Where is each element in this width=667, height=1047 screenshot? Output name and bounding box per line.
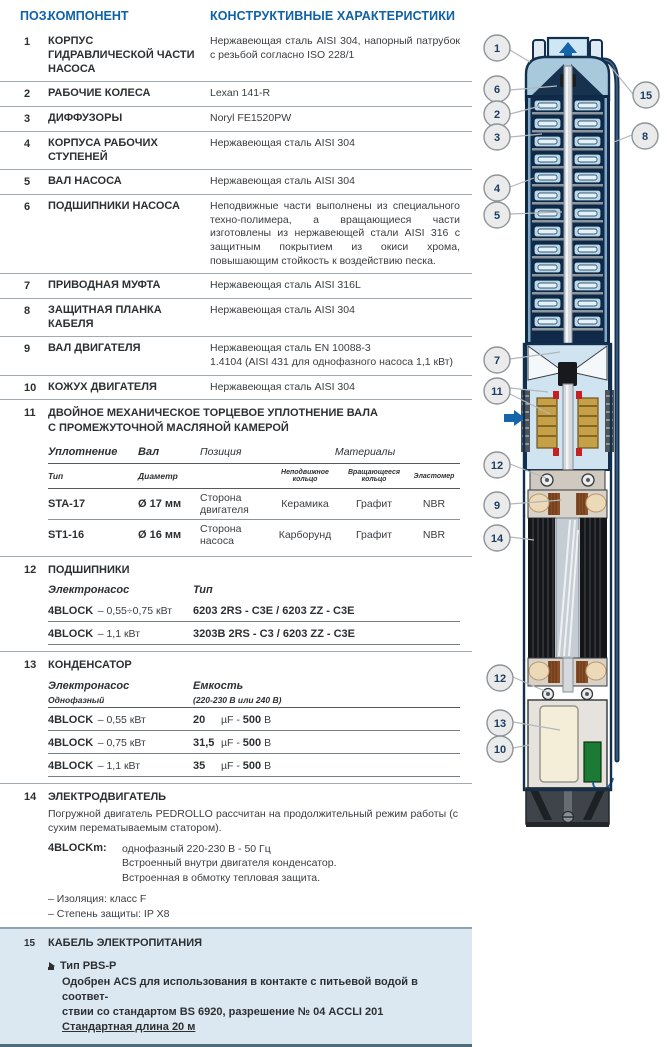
callout-12b: [487, 665, 513, 691]
callout-12: [484, 452, 510, 478]
svg-text:14: 14: [490, 533, 504, 545]
pump-model: 4BLOCK – 0,55 кВт: [48, 713, 146, 726]
component-desc: Noryl FE1520PW: [210, 112, 292, 124]
col-singlephase: Однофазный: [48, 694, 105, 705]
callout-8: [632, 123, 658, 149]
header-pos: ПОЗ.: [20, 9, 51, 23]
section-motor-body: [48, 790, 460, 922]
motor-housing: [528, 700, 613, 790]
motor-model-lines: [122, 842, 460, 885]
section-title: ДВОЙНОЕ МЕХАНИЧЕСКОЕ ТОРЦЕВОЕ УПЛОТНЕНИЕ ВАЛА: [48, 407, 378, 420]
pump-model: 4BLOCK – 0,75 кВт: [48, 736, 146, 749]
row-pos: 5: [24, 176, 31, 189]
component-desc: Нержавеющая сталь AISI 304, напорный патрубок с резьбой согласно ISO 228/1: [210, 35, 460, 61]
pump-model: 4BLOCK – 1,1 кВт: [48, 759, 141, 772]
bearings-row: [48, 622, 460, 645]
component-name: ПРИВОДНАЯ МУФТА: [48, 279, 161, 292]
svg-text:7: 7: [493, 355, 501, 367]
col-materials: Материалы: [334, 446, 396, 459]
model-line: Встроенный внутри двигателя конденсатор.: [122, 857, 337, 870]
component-name: РАБОЧИЕ КОЛЕСА: [48, 87, 151, 100]
seal-data-row: [48, 489, 460, 520]
table-row: [0, 132, 472, 171]
motor-model-block: [48, 842, 460, 885]
svg-text:15: 15: [639, 90, 653, 102]
model-line: однофазный 220-230 В - 50 Гц: [122, 843, 271, 856]
desc-line1: Нержавеющая сталь EN 10088-3: [210, 342, 371, 355]
col-position: Позиция: [200, 446, 242, 459]
section-capacitor-body: [48, 658, 460, 776]
component-desc: Нержавеющая сталь AISI 304: [210, 175, 355, 188]
svg-text:3: 3: [493, 132, 501, 144]
row-pos: 1: [24, 36, 31, 48]
callout-1: [484, 35, 510, 61]
bearing-type: 3203B 2RS - C3 / 6203 ZZ - C3E: [193, 628, 356, 641]
capacitor-row: [48, 708, 460, 731]
cable-type: Тип PBS-P: [60, 959, 117, 972]
seal-elastomer: NBR: [422, 529, 446, 542]
section-cable-body: [48, 937, 460, 1034]
svg-text:2: 2: [493, 109, 501, 121]
row-pos: 6: [24, 201, 31, 213]
arrow-bullet-icon: [48, 957, 55, 975]
capacitor: [540, 706, 578, 782]
component-name: ПОДШИПНИКИ НАСОСА: [48, 200, 180, 212]
callout-4: [484, 175, 510, 201]
seal-position: Сторона насоса: [200, 523, 242, 548]
model-line: Встроенная в обмотку тепловая защита.: [122, 871, 321, 884]
col-pump: Электронасос: [48, 679, 130, 692]
section-title-line2: С ПРОМЕЖУТОЧНОЙ МАСЛЯНОЙ КАМЕРОЙ: [48, 421, 289, 434]
capacitor-header: [48, 680, 460, 695]
svg-text:1: 1: [493, 43, 501, 55]
seal-type: STA-17: [48, 498, 86, 511]
component-name: ВАЛ НАСОСА: [48, 175, 122, 188]
section-title: ЭЛЕКТРОДВИГАТЕЛЬ: [48, 790, 167, 803]
header-component: КОМПОНЕНТ: [48, 9, 129, 23]
drive-coupling: [558, 362, 577, 386]
upper-bearing: [530, 470, 605, 490]
component-name: КОЖУХ ДВИГАТЕЛЯ: [48, 380, 157, 393]
seal-diameter: Ø 16 мм: [138, 529, 182, 542]
section-title: ПОДШИПНИКИ: [48, 564, 130, 577]
section-bearings: [0, 557, 472, 652]
section-motor: [0, 784, 472, 928]
row-pos: 8: [24, 304, 31, 317]
table-header: [0, 0, 472, 30]
svg-text:12: 12: [493, 673, 507, 685]
svg-text:5: 5: [493, 210, 501, 222]
component-desc: Неподвижные части выполнены из специального техно-полимера, а вращающиеся части изготовлены из нержавеющей стали AISI 316 с защитным покрытием из окиси хрома, повышающим стойкость к воздействию песка.: [210, 200, 460, 267]
col-fixed-ring: Неподвижное кольцо: [281, 469, 329, 484]
upper-end-windings: [528, 490, 607, 518]
thermal-protector: [584, 742, 601, 782]
motor-notes: [48, 892, 460, 921]
pump-cutaway-diagram: [460, 0, 667, 866]
pump-model: 4BLOCK – 1,1 кВт: [48, 628, 141, 641]
capacitor-row: [48, 731, 460, 754]
component-desc: [210, 342, 460, 369]
seal-diameter: Ø 17 мм: [138, 498, 182, 511]
capacitor-row: [48, 754, 460, 777]
component-name: ДИФФУЗОРЫ: [48, 112, 123, 124]
motor-model-label: 4BLOCKm:: [48, 842, 107, 855]
callout-15: [633, 82, 659, 108]
callout-9: [484, 492, 510, 518]
callout-11: [484, 378, 510, 404]
callout-14: [484, 525, 510, 551]
row-pos: 14: [24, 790, 37, 803]
cable-length: Стандартная длина 20 м: [62, 1020, 196, 1033]
callout-6: [484, 76, 510, 102]
seal-elastomer: NBR: [422, 498, 446, 511]
seal-fixed: Керамика: [281, 498, 329, 511]
seal-rotating: Графит: [355, 529, 393, 542]
svg-text:6: 6: [493, 84, 501, 96]
component-desc: Нержавеющая сталь AISI 316L: [210, 279, 361, 292]
capacity-value: 31,5 µF - 500 В: [193, 736, 272, 749]
component-name: ВАЛ ДВИГАТЕЛЯ: [48, 342, 141, 355]
section-seal-body: [48, 406, 460, 550]
table-row: [0, 107, 472, 132]
section-title: КАБЕЛЬ ЭЛЕКТРОПИТАНИЯ: [48, 937, 203, 950]
table-row: [0, 274, 472, 299]
callout-2: [484, 101, 510, 127]
table-row: [0, 299, 472, 338]
seal-data-row: [48, 520, 460, 550]
cable-approval-line2: ствии со стандартом BS 6920, разрешение № 04 ACCLI 201: [62, 1005, 384, 1018]
pump-shaft: [564, 66, 572, 366]
header-characteristics: КОНСТРУКТИВНЫЕ ХАРАКТЕРИСТИКИ: [210, 9, 456, 23]
seal-header-row: [48, 443, 460, 464]
cable-type-line: [48, 957, 460, 975]
callout-7: [484, 347, 510, 373]
callout-5: [484, 202, 510, 228]
row-pos: 9: [24, 343, 31, 356]
row-pos: 12: [24, 564, 37, 577]
cable-approval-line1: Одобрен ACS для использования в контакте с питьевой водой в соответ-: [62, 976, 418, 1004]
section-bearings-body: [48, 563, 460, 645]
seal-table: [48, 443, 460, 550]
table-row: [0, 82, 472, 107]
svg-text:9: 9: [493, 500, 501, 512]
callout-3: [484, 124, 510, 150]
capacitor-subheader: [48, 695, 460, 708]
svg-text:10: 10: [493, 744, 507, 756]
component-desc: Нержавеющая сталь AISI 304: [210, 303, 355, 316]
seal-rotating: Графит: [355, 498, 393, 511]
row-pos: 4: [24, 137, 31, 150]
col-pump: Электронасос: [48, 584, 130, 597]
row-pos: 3: [24, 113, 31, 125]
note-protection: – Степень защиты: IP X8: [48, 907, 170, 920]
capacity-value: 35 µF - 500 В: [193, 759, 272, 772]
section-seal: [0, 400, 472, 557]
svg-text:11: 11: [491, 386, 503, 398]
seal-subheader-row: [48, 464, 460, 489]
pump-model: 4BLOCK – 0,55÷0,75 кВт: [48, 605, 173, 618]
bearings-row: [48, 599, 460, 622]
col-seal: Уплотнение: [48, 446, 118, 459]
table-row: [0, 195, 472, 274]
seal-fixed: Карборунд: [278, 529, 332, 542]
note-insulation: – Изоляция: класс F: [48, 892, 147, 905]
row-pos: 13: [24, 659, 37, 672]
component-name: КОРПУСА РАБОЧИХ СТУПЕНЕЙ: [48, 136, 158, 163]
row-pos: 2: [24, 88, 31, 101]
col-elastomer: Эластомер: [413, 472, 455, 480]
component-desc: Нержавеющая сталь AISI 304: [210, 136, 355, 149]
section-title: КОНДЕНСАТОР: [48, 659, 132, 672]
bearings-table: [48, 584, 460, 645]
seal-position: Сторона двигателя: [200, 492, 249, 517]
col-empty: [200, 473, 272, 479]
motor-rotor: [556, 518, 579, 658]
col-rotating-ring: Вращающееся кольцо: [348, 469, 400, 484]
col-type: Тип: [48, 471, 64, 482]
seal-type: ST1-16: [48, 529, 85, 542]
motor-description: Погружной двигатель PEDROLLO рассчитан на продолжительный режим работы (с сухим перематываемым статором).: [48, 807, 458, 835]
col-type: Тип: [193, 584, 213, 597]
svg-text:8: 8: [641, 131, 649, 143]
callout-13: [487, 710, 513, 736]
row-pos: 10: [24, 381, 37, 394]
row-pos: 11: [24, 407, 36, 420]
lower-end-windings: [528, 658, 607, 692]
bearing-type: 6203 2RS - C3E / 6203 ZZ - C3E: [193, 605, 355, 618]
component-desc: Нержавеющая сталь AISI 304: [210, 380, 355, 393]
svg-text:13: 13: [493, 718, 507, 730]
section-capacitor: [0, 652, 472, 783]
table-row: [0, 337, 472, 375]
pump-base: [526, 788, 609, 827]
col-voltage: (220-230 В или 240 В): [193, 694, 282, 705]
callout-10: [487, 736, 513, 762]
component-desc: Lexan 141-R: [210, 87, 271, 100]
svg-text:12: 12: [490, 460, 504, 472]
col-diameter: Диаметр: [138, 471, 178, 482]
svg-text:4: 4: [493, 183, 501, 195]
capacitor-table: [48, 680, 460, 777]
row-pos: 15: [24, 938, 36, 950]
col-capacity: Емкость: [193, 679, 244, 692]
desc-line2: 1.4104 (AISI 431 для однофазного насоса 1,1 кВт): [210, 356, 454, 369]
component-name: КОРПУС ГИДРАВЛИЧЕСКОЙ ЧАСТИ НАСОСА: [48, 35, 195, 75]
row-pos: 7: [24, 280, 31, 293]
table-row: [0, 30, 472, 82]
section-cable: [0, 927, 472, 1046]
capacity-value: 20 µF - 500 В: [193, 713, 272, 726]
component-name: ЗАЩИТНАЯ ПЛАНКА КАБЕЛЯ: [48, 303, 162, 330]
col-shaft: Вал: [138, 446, 160, 459]
table-row: [0, 376, 472, 401]
bearings-header: [48, 584, 460, 599]
table-row: [0, 170, 472, 195]
